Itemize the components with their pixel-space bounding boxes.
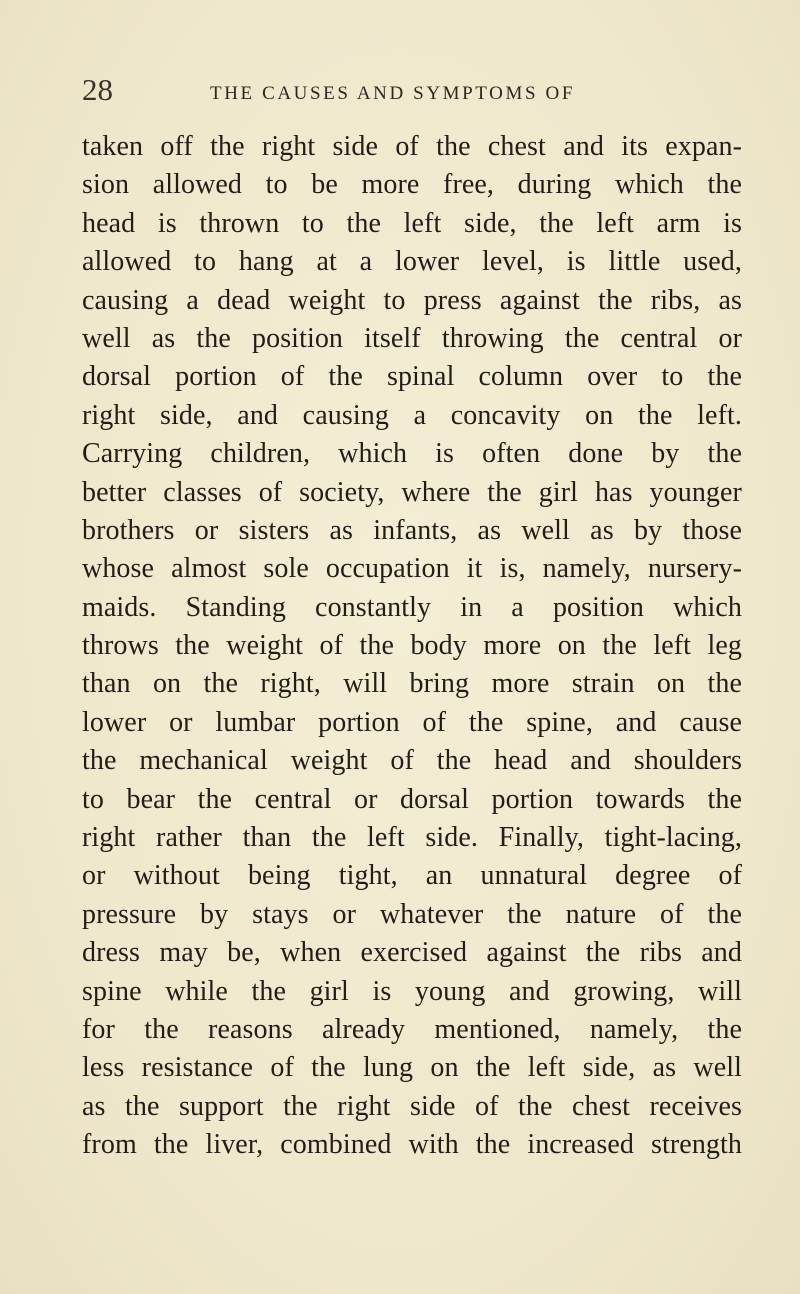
- page-header: [82, 70, 722, 110]
- text-line: as the support the right side of the chest receives: [82, 1090, 742, 1122]
- text-line: well as the position itself throwing the central or: [82, 322, 742, 354]
- text-line: for the reasons already mentioned, namely, the: [82, 1013, 742, 1045]
- text-line: dress may be, when exercised against the ribs and: [82, 937, 742, 969]
- text-line: dorsal portion of the spinal column over to the: [82, 361, 742, 393]
- text-line: than on the right, will bring more strain on the: [82, 668, 742, 700]
- text-line: Carrying children, which is often done by the: [82, 438, 742, 470]
- text-line: less resistance of the lung on the left side, as well: [82, 1052, 742, 1084]
- text-line: from the liver, combined with the increased strength: [82, 1129, 742, 1161]
- text-line: whose almost sole occupation it is, namely, nursery-: [82, 553, 742, 585]
- text-line: taken off the right side of the chest and its expan-: [82, 131, 742, 162]
- text-line: causing a dead weight to press against the ribs, as: [82, 284, 742, 316]
- text-line: allowed to hang at a lower level, is little used,: [82, 246, 742, 278]
- text-line: sion allowed to be more free, during which the: [82, 169, 742, 201]
- page-number: 28: [82, 72, 113, 107]
- text-line: right rather than the left side. Finally, tight-lacing,: [82, 822, 742, 854]
- text-line: throws the weight of the body more on the left leg: [82, 630, 742, 662]
- text-line: the mechanical weight of the head and shoulders: [82, 745, 742, 777]
- text-line: to bear the central or dorsal portion towards the: [82, 783, 742, 815]
- text-line: pressure by stays or whatever the nature of the: [82, 898, 742, 930]
- text-line: spine while the girl is young and growing, will: [82, 975, 742, 1007]
- text-line: brothers or sisters as infants, as well as by those: [82, 514, 742, 546]
- text-line: or without being tight, an unnatural degree of: [82, 860, 742, 892]
- running-head: THE CAUSES AND SYMPTOMS OF: [210, 83, 575, 104]
- text-line: better classes of society, where the girl has younger: [82, 476, 742, 508]
- text-line: lower or lumbar portion of the spine, and cause: [82, 706, 742, 738]
- body-text: [82, 128, 742, 1165]
- text-line: right side, and causing a concavity on the left.: [82, 399, 742, 431]
- text-line: maids. Standing constantly in a position which: [82, 591, 742, 623]
- text-line: head is thrown to the left side, the left arm is: [82, 207, 742, 239]
